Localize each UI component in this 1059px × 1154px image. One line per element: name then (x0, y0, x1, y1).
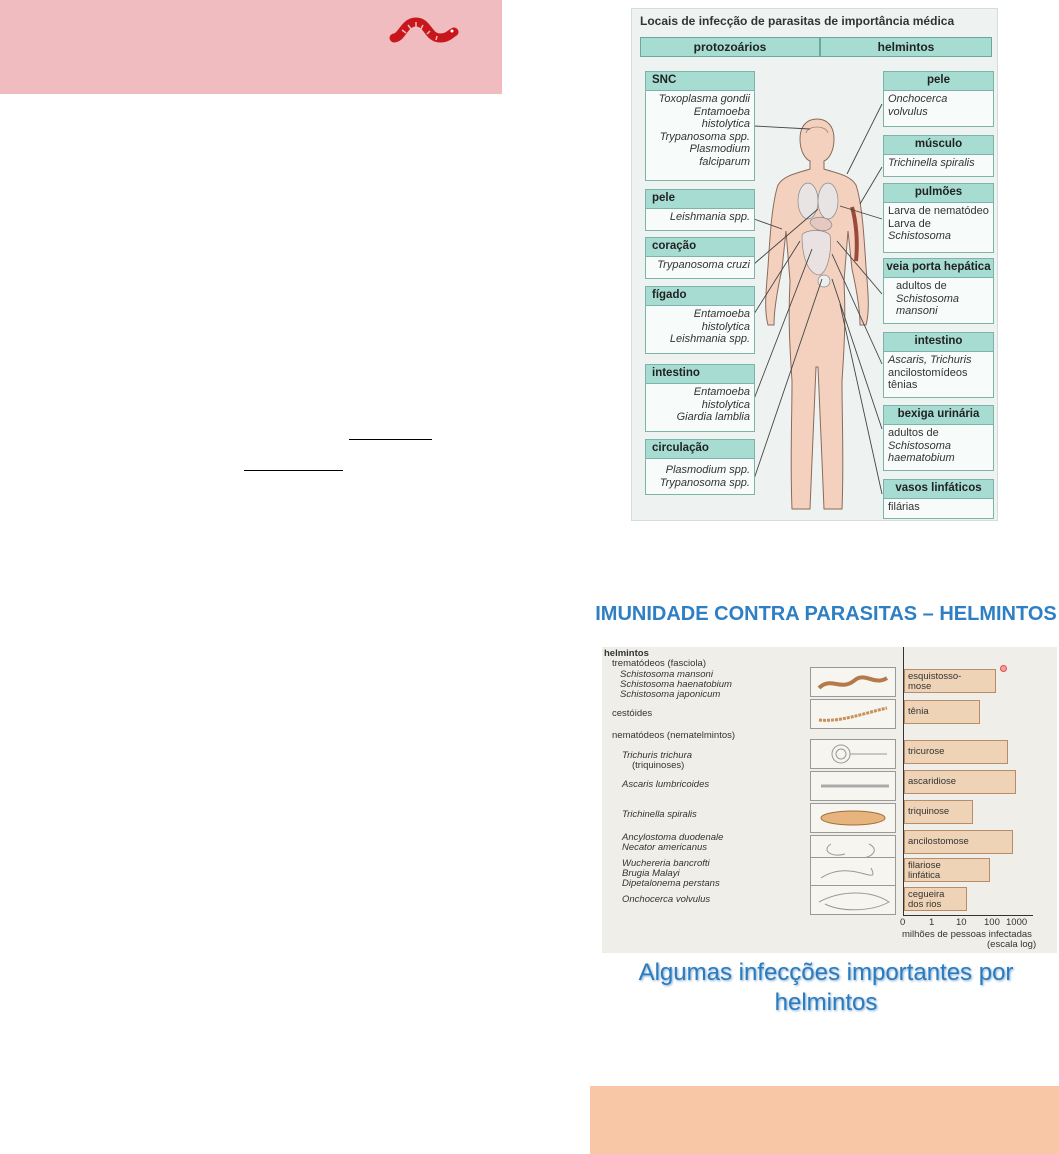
parasite-name: falciparum (699, 155, 750, 168)
header-band (0, 0, 502, 94)
site-head: fígado (646, 287, 754, 306)
parasite-name: Leishmania spp. (669, 211, 750, 223)
worm-illustration-onchocerca-icon (810, 885, 896, 915)
parasite-name: Larva de nematódeo (888, 205, 989, 217)
bar-label: ancilostomose (908, 836, 969, 847)
worm-illustration-ascaris-icon (810, 771, 896, 801)
species-name: Dipetalonema perstans (622, 878, 720, 889)
species-name: Ancylostoma duodenale (622, 832, 724, 843)
species-name: Trichuris trichura (622, 750, 693, 761)
chart-x-axis (903, 915, 1033, 916)
bar-filariose (904, 858, 990, 882)
tick-label: 1 (929, 917, 935, 928)
site-head: SNC (646, 72, 754, 91)
parasite-name: ancilostomídeos (888, 366, 968, 379)
footer-band (590, 1086, 1059, 1154)
parasite-name: Trypanosoma spp. (659, 130, 750, 143)
site-head: circulação (646, 440, 754, 459)
worm-illustration-filaria-icon (810, 857, 896, 887)
bar-label: filariose (908, 860, 941, 871)
site-box-portal-vein (883, 258, 994, 324)
column-header-helminths: helmintos (820, 37, 992, 57)
parasite-name: adultos de (896, 280, 947, 292)
bar-label: tênia (908, 706, 929, 717)
underline-stroke (349, 439, 432, 440)
site-head: pele (884, 72, 993, 91)
bar-ascaridiose (904, 770, 1016, 794)
species-name: (triquinoses) (632, 760, 685, 771)
tick-label: 10 (956, 917, 967, 928)
worm-illustration-trichuris-icon (810, 739, 896, 769)
species-name: Wuchereria bancrofti (622, 858, 710, 869)
bar-label: dos rios (908, 899, 942, 910)
column-header-protozoa: protozoários (640, 37, 820, 57)
site-head: músculo (884, 136, 993, 155)
species-name: Schistosoma mansoni (620, 669, 713, 680)
bar-label: tricurose (908, 746, 945, 757)
worm-illustration-schistosoma-icon (810, 667, 896, 697)
section-heading: IMUNIDADE CONTRA PARASITAS – HELMINTOS (595, 603, 1057, 625)
marker-dot-icon (1000, 665, 1007, 672)
parasite-name: Ascaris, Trichuris (888, 354, 972, 366)
site-box-intestine (645, 364, 755, 432)
site-box-skin-helminth (883, 71, 994, 127)
parasite-name: Entamoeba (693, 105, 750, 118)
parasite-name: volvulus (888, 105, 928, 118)
parasite-name: tênias (888, 379, 918, 391)
parasite-name: Schistosoma (888, 439, 951, 452)
site-head: pulmões (884, 184, 993, 203)
site-box-bladder (883, 405, 994, 471)
parasite-name: Trichinella spiralis (888, 157, 975, 169)
bar-label: ascaridiose (908, 776, 957, 787)
site-head: intestino (884, 333, 993, 352)
site-head: coração (646, 238, 754, 257)
parasite-name: Giardia lamblia (676, 411, 750, 423)
species-name: Trichinella spiralis (622, 809, 697, 820)
parasite-name: histolytica (701, 118, 750, 130)
bar-esquistossomose (904, 669, 996, 693)
site-head: veia porta hepática (884, 259, 993, 278)
species-name: Necator americanus (622, 842, 708, 853)
parasite-name: Entamoeba (693, 308, 750, 320)
site-box-liver (645, 286, 755, 354)
parasite-name: Leishmania spp. (669, 333, 750, 345)
site-head: vasos linfáticos (884, 480, 993, 499)
bar-label: linfática (908, 870, 941, 881)
axis-scale-note: (escala log) (987, 939, 1037, 950)
bar-label: triquinose (908, 806, 950, 817)
parasite-name: adultos de (888, 427, 939, 439)
bar-tenia (904, 700, 980, 724)
site-box-intestine-helminth (883, 332, 994, 398)
site-box-circulation (645, 439, 755, 495)
parasite-name: Larva de (888, 217, 931, 230)
site-box-lymphatics (883, 479, 994, 519)
parasite-name: Schistosoma (888, 230, 951, 242)
diagram-title: Locais de infecção de parasitas de importância médica (640, 14, 955, 28)
species-name: Ascaris lumbricoides (622, 779, 710, 790)
parasite-name: Trypanosoma cruzi (657, 259, 750, 271)
axis-label: milhões de pessoas infectadas (902, 929, 1032, 940)
parasite-name: histolytica (701, 398, 750, 411)
parasite-name: haematobium (888, 452, 955, 464)
bar-ancilostomose (904, 830, 1013, 854)
parasite-name: Schistosoma (896, 292, 959, 305)
species-name: Onchocerca volvulus (622, 894, 711, 905)
species-name: Schistosoma haenatobium (620, 679, 732, 690)
parasite-name: Onchocerca (888, 93, 948, 105)
bar-triquinose (904, 800, 973, 824)
species-name: Schistosoma japonicum (620, 689, 721, 700)
site-box-snc (645, 71, 755, 181)
species-name: Brugia Malayi (622, 868, 680, 879)
parasite-name: histolytica (701, 320, 750, 333)
chart-group-title: helmintos (604, 648, 649, 659)
site-box-muscle (883, 135, 994, 177)
site-head: pele (646, 190, 754, 209)
worm-illustration-tapeworm-icon (810, 699, 896, 729)
category-label: cestóides (612, 708, 653, 719)
site-box-lungs (883, 183, 994, 253)
parasite-name: Plasmodium spp. (665, 464, 750, 476)
bar-label: mose (908, 681, 932, 692)
parasite-name: mansoni (896, 305, 938, 317)
parasite-name: Entamoeba (693, 386, 750, 398)
category-label: nematódeos (nematelmintos) (612, 730, 736, 741)
bar-cegueira-dos-rios (904, 887, 967, 911)
worm-logo-icon (388, 16, 460, 44)
site-head: bexiga urinária (884, 406, 993, 425)
underline-stroke (244, 470, 343, 471)
category-label: trematódeos (fasciola) (612, 658, 706, 669)
bar-label: esquistosso- (908, 671, 962, 682)
tick-label: 100 (984, 917, 1000, 928)
site-box-heart (645, 237, 755, 279)
parasite-name: Plasmodium (689, 143, 750, 155)
worm-illustration-trichinella-icon (810, 803, 896, 833)
bar-tricurose (904, 740, 1008, 764)
chart-caption: Algumas infecções importantes por helmintos (638, 959, 1014, 1016)
tick-label: 1000 (1006, 917, 1028, 928)
helminth-infections-chart (602, 647, 1057, 953)
parasite-body-diagram (631, 8, 998, 521)
tick-label: 0 (900, 917, 906, 928)
parasite-name: Toxoplasma gondii (658, 93, 750, 105)
site-box-skin (645, 189, 755, 231)
parasite-name: Trypanosoma spp. (659, 476, 750, 489)
bar-label: cegueira (908, 889, 945, 900)
parasite-name: filárias (888, 501, 920, 513)
site-head: intestino (646, 365, 754, 384)
